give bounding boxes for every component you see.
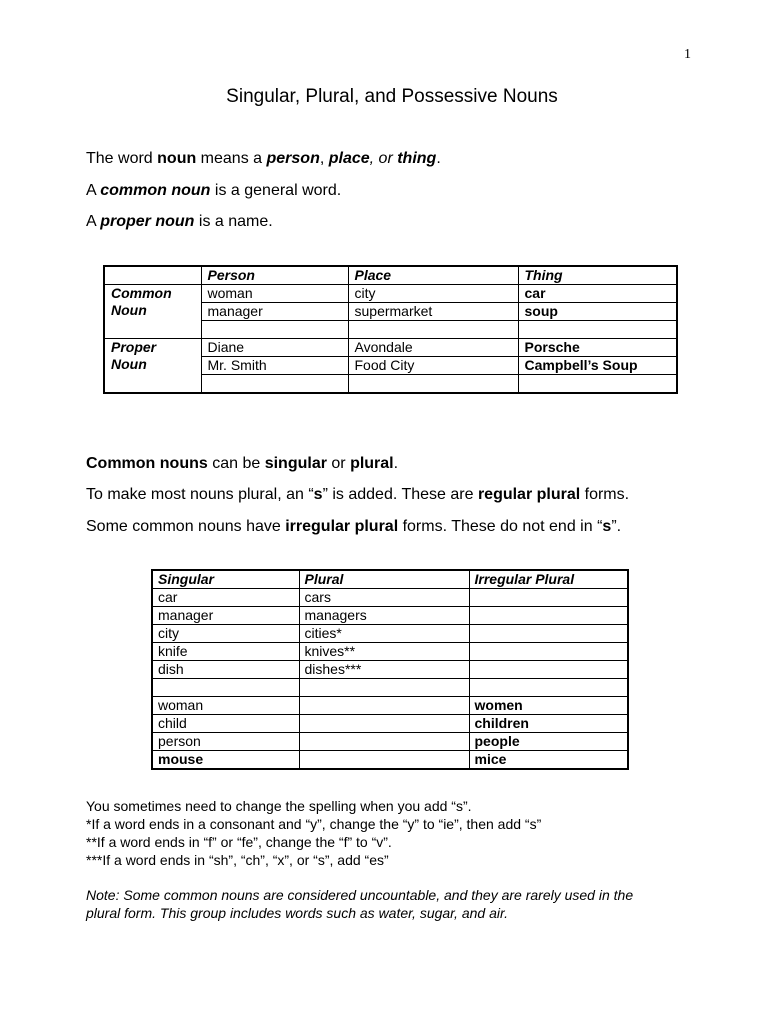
text-bold: s [313, 486, 323, 503]
table-cell [299, 715, 469, 733]
table-cell [348, 321, 518, 339]
intro-line-3 [86, 213, 273, 231]
table-cell [469, 679, 628, 697]
uncountable-note [86, 886, 706, 922]
page-number: 1 [684, 47, 691, 62]
table-cell [469, 661, 628, 679]
table-cell [104, 266, 201, 285]
note-line: Note: Some common nouns are considered uncountable, and they are rarely used in the [86, 887, 634, 903]
table-cell: women [469, 697, 628, 715]
table-cell [518, 375, 677, 394]
text: Noun [111, 356, 147, 372]
text-bold: s [602, 518, 612, 535]
table-cell: dishes*** [299, 661, 469, 679]
table-cell: mouse [152, 751, 299, 770]
text: Common [111, 285, 172, 301]
table-cell: mice [469, 751, 628, 770]
noun-types-table [103, 265, 678, 394]
text: A [86, 182, 101, 199]
text: ” is added. These are [322, 486, 478, 503]
table-cell: person [152, 733, 299, 751]
text-bold-italic: thing [397, 150, 437, 167]
text-bold-italic: proper noun [100, 213, 195, 230]
table-cell: people [469, 733, 628, 751]
text: , [319, 150, 329, 167]
table-cell [469, 643, 628, 661]
text: Noun [111, 302, 147, 318]
table-cell: manager [201, 303, 348, 321]
text: Proper [111, 339, 157, 355]
text: forms. [580, 486, 630, 503]
text: or [326, 455, 351, 472]
header-place: Place [348, 266, 518, 285]
table-cell [299, 751, 469, 770]
table-cell: soup [518, 303, 677, 321]
table-cell [518, 321, 677, 339]
text: can be [207, 455, 265, 472]
text-bold: Common nouns [86, 455, 208, 472]
table-cell: car [152, 589, 299, 607]
text-bold: noun [157, 150, 197, 167]
note-line: ***If a word ends in “sh”, “ch”, “x”, or “s”, add “es” [86, 852, 389, 868]
text: To make most nouns plural, an “ [86, 486, 314, 503]
header-plural: Plural [299, 570, 469, 589]
table-cell: woman [152, 697, 299, 715]
table-cell: children [469, 715, 628, 733]
header-irregular-plural: Irregular Plural [469, 570, 628, 589]
table-cell [299, 733, 469, 751]
table-cell: car [518, 285, 677, 303]
table-cell: managers [299, 607, 469, 625]
text-bold-italic: person [266, 150, 320, 167]
table-cell: cars [299, 589, 469, 607]
table-cell [299, 679, 469, 697]
text: Some common nouns have [86, 518, 286, 535]
note-line: You sometimes need to change the spelling when you add “s”. [86, 798, 472, 814]
intro-line-1 [86, 150, 441, 168]
text-bold-italic: common noun [100, 182, 211, 199]
text: ”. [611, 518, 622, 535]
table-cell [299, 697, 469, 715]
table-cell: cities* [299, 625, 469, 643]
para-line-2 [86, 486, 629, 504]
table-cell: Avondale [348, 339, 518, 357]
table-cell: Mr. Smith [201, 357, 348, 375]
text: is a name. [194, 213, 273, 230]
note-line: *If a word ends in a consonant and “y”, change the “y” to “ie”, then add “s” [86, 816, 542, 832]
table-cell [201, 321, 348, 339]
note-line: plural form. This group includes words such as water, sugar, and air. [86, 905, 509, 921]
header-thing: Thing [518, 266, 677, 285]
header-person: Person [201, 266, 348, 285]
text: . [393, 455, 399, 472]
text: . [436, 150, 441, 167]
table-cell: city [348, 285, 518, 303]
text-bold-italic: place [328, 150, 370, 167]
table-cell: child [152, 715, 299, 733]
text: means a [196, 150, 267, 167]
plural-forms-table [151, 569, 629, 770]
table-cell [469, 607, 628, 625]
table-cell: supermarket [348, 303, 518, 321]
text: A [86, 213, 101, 230]
para-line-1 [86, 455, 398, 473]
table-cell: knives** [299, 643, 469, 661]
table-cell: Diane [201, 339, 348, 357]
note-line: **If a word ends in “f” or “fe”, change the “f” to “v”. [86, 834, 392, 850]
row-label-common [104, 285, 201, 339]
text-bold: regular plural [477, 486, 581, 503]
table-cell: Campbell’s Soup [518, 357, 677, 375]
table-cell [348, 375, 518, 394]
page-title: Singular, Plural, and Possessive Nouns [226, 86, 558, 107]
header-singular: Singular [152, 570, 299, 589]
table-cell: city [152, 625, 299, 643]
text-italic: , or [369, 150, 398, 167]
table-cell: knife [152, 643, 299, 661]
text: The word [86, 150, 158, 167]
text-bold: irregular plural [285, 518, 399, 535]
row-label-proper [104, 339, 201, 394]
table-cell [201, 375, 348, 394]
table-cell: dish [152, 661, 299, 679]
text-bold: singular [264, 455, 327, 472]
table-cell [469, 625, 628, 643]
table-cell: woman [201, 285, 348, 303]
table-cell: Food City [348, 357, 518, 375]
table-cell: manager [152, 607, 299, 625]
table-cell [152, 679, 299, 697]
para-line-3 [86, 518, 621, 536]
text: forms. These do not end in “ [398, 518, 603, 535]
text-bold: plural [350, 455, 394, 472]
spelling-notes [86, 797, 541, 869]
intro-line-2 [86, 182, 341, 200]
text: is a general word. [210, 182, 342, 199]
table-cell [469, 589, 628, 607]
table-cell: Porsche [518, 339, 677, 357]
